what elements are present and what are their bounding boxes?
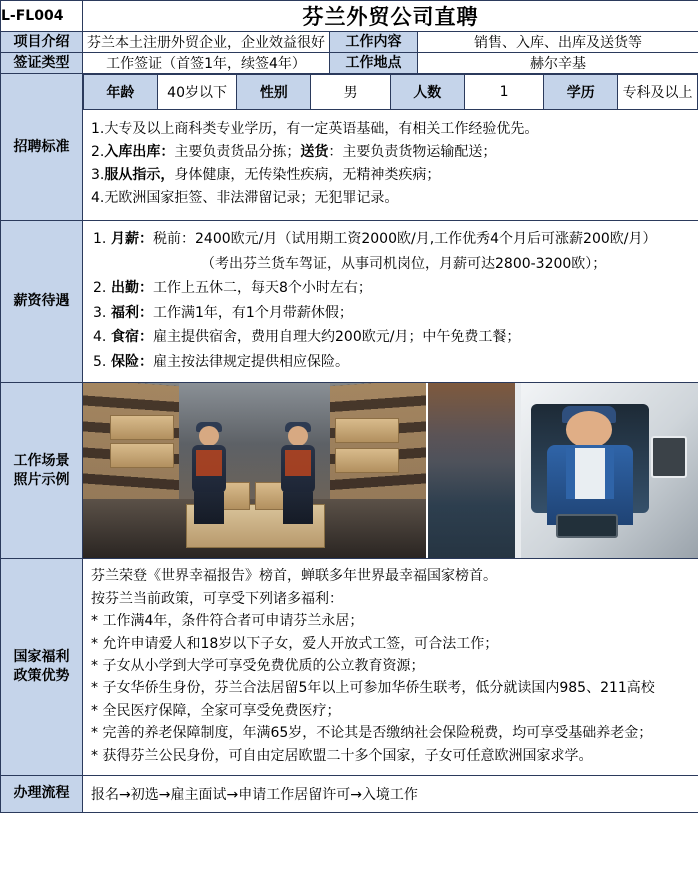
criteria-wrapper bbox=[83, 74, 698, 220]
welfare-line: * 全民医疗保障，全家可享受免费医疗； bbox=[91, 702, 341, 719]
value-work-content: 销售、入库、出库及送货等 bbox=[418, 32, 698, 53]
salary-item: 3. 福利：工作满1年，有1个月带薪休假； bbox=[93, 304, 353, 321]
process-steps: 报名→初选→雇主面试→申请工作居留许可→入境工作 bbox=[91, 786, 418, 803]
welfare-line: * 允许申请爱人和18岁以下子女，爱人开放式工签，可合法工作； bbox=[91, 635, 499, 652]
salary-note: （考出芬兰货车驾证，从事司机岗位，月薪可达2800-3200欧）； bbox=[201, 255, 607, 272]
photos-row bbox=[1, 383, 698, 559]
strip-value-headcount: 1 bbox=[464, 75, 544, 110]
welfare-cell bbox=[83, 559, 698, 776]
salary-item: 2. 出勤：工作上五休二，每天8个小时左右； bbox=[93, 280, 372, 297]
salary-list bbox=[83, 221, 698, 382]
welfare-row bbox=[1, 559, 698, 776]
warehouse-workers-photo bbox=[83, 383, 426, 558]
strip-label-age: 年龄 bbox=[84, 75, 158, 110]
criteria-line: 4.无欧洲国家拒签、非法滞留记录；无犯罪记录。 bbox=[91, 190, 399, 207]
label-national-welfare bbox=[1, 559, 83, 776]
strip-value-education: 专科及以上 bbox=[618, 75, 698, 110]
page-title: 芬兰外贸公司直聘 bbox=[83, 1, 698, 32]
strip-label-headcount: 人数 bbox=[390, 75, 464, 110]
visa-row bbox=[1, 53, 698, 74]
criteria-row bbox=[1, 74, 698, 221]
photos-cell bbox=[83, 383, 698, 559]
welfare-line: * 子女从小学到大学可享受免费优质的公立教育资源； bbox=[91, 657, 425, 674]
photo-strip bbox=[83, 383, 698, 558]
strip-label-gender: 性别 bbox=[237, 75, 311, 110]
strip-value-age: 40岁以下 bbox=[157, 75, 237, 110]
salary-item: 1. 月薪：税前：2400欧元/月（试用期工资2000欧/月,工作优秀4个月后可涨薪200欧/月） bbox=[93, 231, 657, 248]
label-national-welfare-line1: 国家福利 bbox=[13, 649, 70, 666]
value-visa-type: 工作签证（首签1年，续签4年） bbox=[83, 53, 330, 74]
criteria-cell bbox=[83, 74, 698, 221]
value-work-location: 赫尔辛基 bbox=[418, 53, 698, 74]
welfare-line: 芬兰荣登《世界幸福报告》榜首，蝉联多年世界最幸福国家榜首。 bbox=[91, 568, 497, 585]
salary-item: 4. 食宿：雇主提供宿舍，费用自理大约200欧元/月；中午免费工餐； bbox=[93, 329, 521, 346]
label-project-intro: 项目介绍 bbox=[1, 32, 83, 53]
delivery-driver-photo bbox=[426, 383, 698, 558]
welfare-line: * 获得芬兰公民身份，可自由定居欧盟二十多个国家，子女可任意欧洲国家求学。 bbox=[91, 747, 593, 764]
salary-cell bbox=[83, 221, 698, 383]
criteria-list bbox=[83, 110, 698, 220]
label-process: 办理流程 bbox=[1, 775, 83, 812]
label-work-photos bbox=[1, 383, 83, 559]
strip-value-gender: 男 bbox=[311, 75, 391, 110]
welfare-line: 按芬兰当前政策，可享受下列诸多福利： bbox=[91, 590, 343, 607]
label-national-welfare-line2: 政策优势 bbox=[13, 668, 70, 685]
label-recruit-criteria: 招聘标准 bbox=[1, 74, 83, 221]
process-cell bbox=[83, 775, 698, 812]
criteria-line: 1.大专及以上商科类专业学历，有一定英语基础，有相关工作经验优先。 bbox=[91, 121, 539, 137]
criteria-line: 3.服从指示，身体健康，无传染性疾病，无精神类疾病； bbox=[91, 167, 441, 184]
process-row bbox=[1, 775, 698, 812]
salary-row bbox=[1, 221, 698, 383]
value-project-intro: 芬兰本土注册外贸企业，企业效益很好 bbox=[83, 32, 330, 53]
document-code: L-FL004 bbox=[1, 1, 83, 32]
salary-item: 5. 保险：雇主按法律规定提供相应保险。 bbox=[93, 353, 349, 370]
criteria-line: 2.入库出库：主要负责货品分拣；送货：主要负责货物运输配送； bbox=[91, 144, 497, 161]
label-work-photos-line2: 照片示例 bbox=[13, 471, 70, 488]
label-work-content: 工作内容 bbox=[330, 32, 418, 53]
header-row bbox=[1, 1, 698, 32]
label-visa-type: 签证类型 bbox=[1, 53, 83, 74]
label-work-location: 工作地点 bbox=[330, 53, 418, 74]
intro-row bbox=[1, 32, 698, 53]
criteria-strip bbox=[83, 74, 698, 110]
welfare-list bbox=[83, 559, 698, 775]
welfare-line: * 工作满4年，条件符合者可申请芬兰永居； bbox=[91, 613, 364, 630]
label-salary: 薪资待遇 bbox=[1, 221, 83, 383]
strip-label-education: 学历 bbox=[544, 75, 618, 110]
welfare-line: * 完善的养老保障制度，年满65岁，不论其是否缴纳社会保险税费，均可享受基础养老金； bbox=[91, 725, 653, 742]
welfare-line: * 子女华侨生身份，芬兰合法居留5年以上可参加华侨生联考，低分就读国内985、211高校 bbox=[91, 680, 655, 697]
label-work-photos-line1: 工作场景 bbox=[13, 452, 70, 469]
